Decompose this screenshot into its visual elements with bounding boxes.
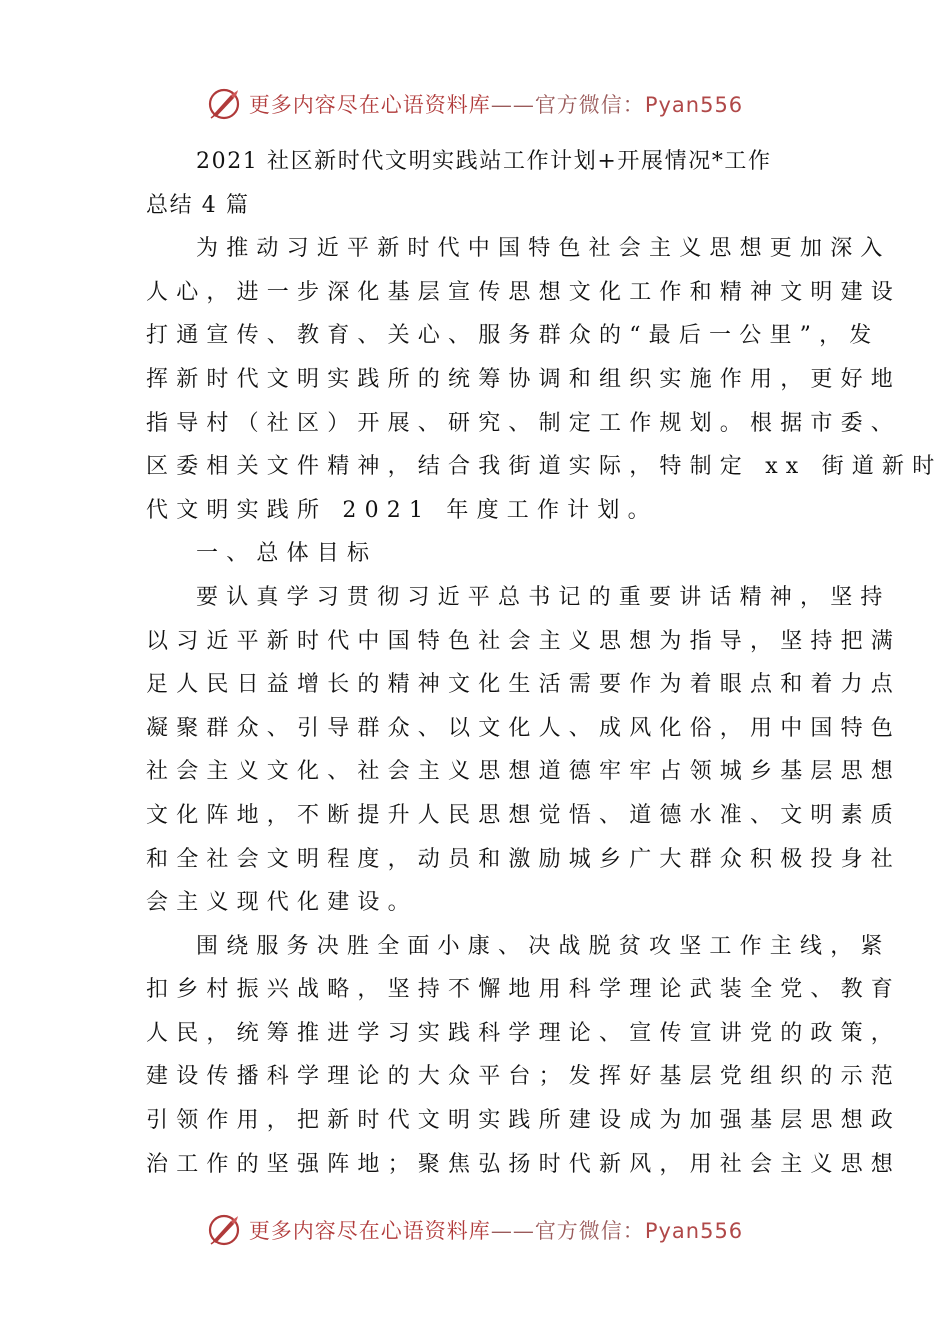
banner-main-text: 更多内容尽在心语资料库 (248, 93, 491, 117)
banner-wechat-handle: Pyan556 (644, 1219, 744, 1243)
text-line: 引领作用，把新时代文明实践所建设成为加强基层思想政 (146, 1108, 902, 1134)
footer-banner (0, 1210, 950, 1250)
text-line: 为推动习近平新时代中国特色社会主义思想更加深入 (196, 236, 891, 262)
text-line: 文化阵地，不断提升人民思想觉悟、道德水准、文明素质 (146, 802, 902, 828)
banner-text (249, 1215, 743, 1245)
document-body (146, 140, 943, 1186)
banner-wechat-handle: Pyan556 (644, 93, 744, 117)
text-line: 建设传播科学理论的大众平台；发挥好基层党组织的示范 (146, 1064, 902, 1090)
text-line: 要认真学习贯彻习近平总书记的重要讲话精神，坚持 (196, 584, 891, 610)
text-line: 治工作的坚强阵地；聚焦弘扬时代新风，用社会主义思想 (146, 1151, 902, 1177)
text-line: 指导村（社区）开展、研究、制定工作规划。根据市委、 (146, 410, 902, 436)
banner-dash: —— (490, 1219, 535, 1243)
banner-label: 官方微信： (534, 1219, 645, 1243)
heading-text: 一、总体目标 (196, 541, 378, 567)
text-line: 扣乡村振兴战略，坚持不懈地用科学理论武装全党、教育 (146, 977, 902, 1003)
text-line: 和全社会文明程度，动员和激励城乡广大群众积极投身社 (146, 846, 902, 872)
banner-main-text: 更多内容尽在心语资料库 (248, 1219, 491, 1243)
quill-pen-logo-icon (207, 87, 241, 121)
text-line: 人心，进一步深化基层宣传思想文化工作和精神文明建设 (146, 279, 902, 305)
banner-label: 官方微信： (534, 93, 645, 117)
text-line: 以习近平新时代中国特色社会主义思想为指导，坚持把满 (146, 628, 902, 654)
banner-text (249, 89, 743, 119)
section-heading (146, 532, 806, 576)
document-title (146, 140, 806, 227)
title-line: 2021 社区新时代文明实践站工作计划+开展情况*工作 (196, 149, 772, 174)
paragraph-goals (146, 576, 902, 925)
paragraph-strategy (146, 925, 902, 1187)
paragraph-intro (146, 227, 943, 532)
text-line: 会主义现代化建设。 (146, 890, 418, 916)
text-line: 足人民日益增长的精神文化生活需要作为着眼点和着力点 (146, 672, 902, 698)
text-line: 代文明实践所 2021 年度工作计划。 (146, 497, 658, 523)
text-line: 凝聚群众、引导群众、以文化人、成风化俗，用中国特色 (146, 715, 902, 741)
text-line: 人民，统筹推进学习实践科学理论、宣传宣讲党的政策， (146, 1020, 902, 1046)
header-banner (0, 84, 950, 124)
text-line: 挥新时代文明实践所的统筹协调和组织实施作用，更好地 (146, 366, 902, 392)
text-line: 围绕服务决胜全面小康、决战脱贫攻坚工作主线，紧 (196, 933, 891, 959)
title-line: 总结 4 篇 (146, 192, 250, 218)
quill-pen-logo-icon (207, 1213, 241, 1247)
text-line: 社会主义文化、社会主义思想道德牢牢占领城乡基层思想 (146, 759, 902, 785)
text-line: 打通宣传、教育、关心、服务群众的“最后一公里”，发 (146, 323, 880, 349)
text-line: 区委相关文件精神，结合我街道实际，特制定 xx 街道新时 (146, 454, 943, 480)
banner-dash: —— (490, 93, 535, 117)
